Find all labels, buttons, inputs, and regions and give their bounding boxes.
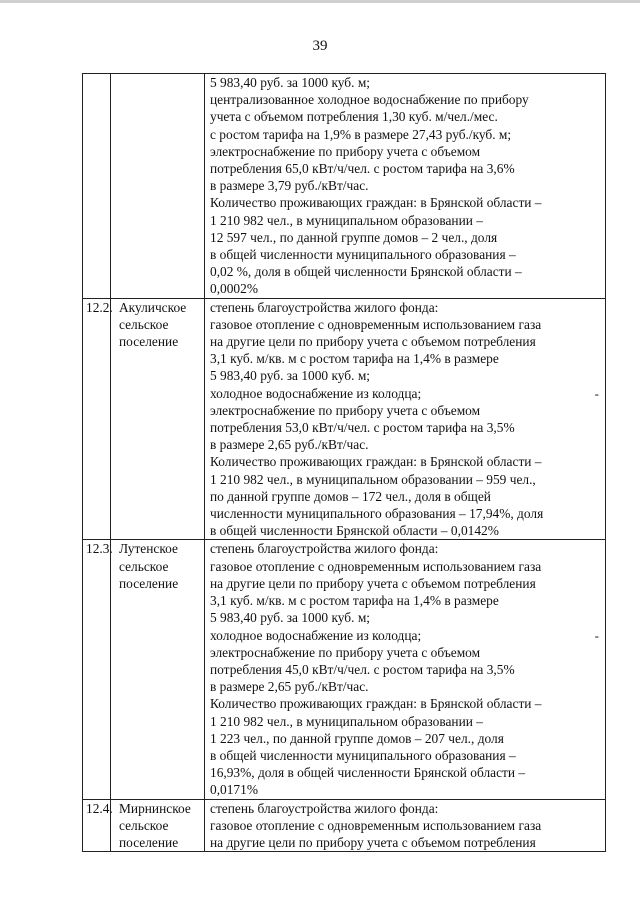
description-line: 1 210 982 чел., в муниципальном образовании – 959 чел.,	[210, 471, 536, 487]
table-row	[83, 799, 606, 852]
description-line: 3,1 куб. м/кв. м с ростом тарифа на 1,4% в размере	[210, 593, 499, 609]
description-line: 3,1 куб. м/кв. м с ростом тарифа на 1,4% в размере	[210, 351, 499, 367]
row-number-cell	[83, 74, 111, 299]
table-row	[83, 298, 606, 540]
settlement-name-cell	[111, 799, 205, 852]
settlement-name-line: Лутенское	[119, 541, 178, 557]
settlement-name-line: поселение	[119, 575, 179, 591]
description-line: на другие цели по прибору учета с объемом потребления	[210, 834, 536, 850]
settlement-name-line: поселение	[119, 834, 179, 850]
description-line: степень благоустройства жилого фонда:	[210, 800, 439, 816]
description-line: степень благоустройства жилого фонда:	[210, 541, 439, 557]
description-line: газовое отопление с одновременным использованием газа	[210, 817, 542, 833]
description-cell	[205, 799, 606, 852]
table-body	[83, 74, 606, 852]
settlement-name-line: сельское	[119, 817, 169, 833]
description-line: с ростом тарифа на 1,9% в размере 27,43 руб./куб. м;	[210, 126, 512, 142]
description-line: 0,02 %, доля в общей численности Брянской области –	[210, 264, 522, 280]
description-line: потребления 45,0 кВт/ч/чел. с ростом тарифа на 3,5%	[210, 661, 515, 677]
description-line: на другие цели по прибору учета с объемом потребления	[210, 334, 536, 350]
description-line: 5 983,40 руб. за 1000 куб. м;	[210, 75, 371, 90]
description-line: 1 223 чел., по данной группе домов – 207 чел., доля	[210, 730, 504, 746]
description-line: численности муниципального образования – 17,94%, доля	[210, 506, 544, 522]
description-cell	[205, 298, 606, 540]
dash-mark: -	[594, 627, 599, 643]
settlement-name-line: сельское	[119, 316, 169, 332]
row-number-cell: 12.4.	[83, 799, 111, 852]
settlement-name-cell	[111, 74, 205, 299]
description-line: 5 983,40 руб. за 1000 куб. м;	[210, 368, 371, 384]
description-line: степень благоустройства жилого фонда:	[210, 299, 439, 315]
description-line: 5 983,40 руб. за 1000 куб. м;	[210, 610, 371, 626]
description-line: в размере 2,65 руб./кВт/час.	[210, 437, 369, 453]
description-line: централизованное холодное водоснабжение по прибору	[210, 92, 529, 108]
description-line: холодное водоснабжение из колодца; -	[210, 627, 599, 643]
description-cell	[205, 540, 606, 799]
row-number-cell: 12.3.	[83, 540, 111, 799]
description-line: электроснабжение по прибору учета с объемом	[210, 143, 481, 159]
description-line: 1 210 982 чел., в муниципальном образовании –	[210, 713, 483, 729]
scan-top-edge	[0, 0, 640, 3]
table-row	[83, 74, 606, 299]
description-line: потребления 53,0 кВт/ч/чел. с ростом тарифа на 3,5%	[210, 420, 515, 436]
description-line: 16,93%, доля в общей численности Брянской области –	[210, 765, 526, 781]
description-line: в размере 3,79 руб./кВт/час.	[210, 178, 369, 194]
row-number-cell: 12.2.	[83, 298, 111, 540]
settlement-name-cell	[111, 298, 205, 540]
description-line: холодное водоснабжение из колодца; -	[210, 385, 599, 401]
description-line: в размере 2,65 руб./кВт/час.	[210, 679, 369, 695]
description-line: Количество проживающих граждан: в Брянской области –	[210, 454, 542, 470]
settlement-name-line: Акуличское	[119, 299, 187, 315]
description-line: учета с объемом потребления 1,30 куб. м/чел./мес.	[210, 109, 498, 125]
description-line: Количество проживающих граждан: в Брянской области –	[210, 195, 542, 211]
table-row	[83, 540, 606, 799]
description-line: по данной группе домов – 172 чел., доля в общей	[210, 488, 491, 504]
settlement-name-line: Мирнинское	[119, 800, 191, 816]
description-line: 0,0171%	[210, 782, 258, 798]
description-line: 0,0002%	[210, 281, 258, 297]
description-line: газовое отопление с одновременным использованием газа	[210, 316, 542, 332]
description-line: 12 597 чел., по данной группе домов – 2 чел., доля	[210, 229, 498, 245]
settlement-name-cell	[111, 540, 205, 799]
description-line: электроснабжение по прибору учета с объемом	[210, 644, 481, 660]
description-line: в общей численности муниципального образования –	[210, 747, 516, 763]
settlement-table	[82, 73, 606, 852]
description-cell	[205, 74, 606, 299]
description-line: в общей численности муниципального образования –	[210, 247, 516, 263]
description-line: в общей численности Брянской области – 0,0142%	[210, 523, 499, 539]
settlement-name-line: сельское	[119, 558, 169, 574]
description-line: газовое отопление с одновременным использованием газа	[210, 558, 542, 574]
settlement-name-line: поселение	[119, 334, 179, 350]
page-number: 39	[312, 38, 328, 54]
dash-mark: -	[594, 385, 599, 401]
description-line: на другие цели по прибору учета с объемом потребления	[210, 575, 536, 591]
description-line: 1 210 982 чел., в муниципальном образовании –	[210, 212, 483, 228]
description-line: электроснабжение по прибору учета с объемом	[210, 402, 481, 418]
description-line: Количество проживающих граждан: в Брянской области –	[210, 696, 542, 712]
description-line: потребления 65,0 кВт/ч/чел. с ростом тарифа на 3,6%	[210, 161, 515, 177]
